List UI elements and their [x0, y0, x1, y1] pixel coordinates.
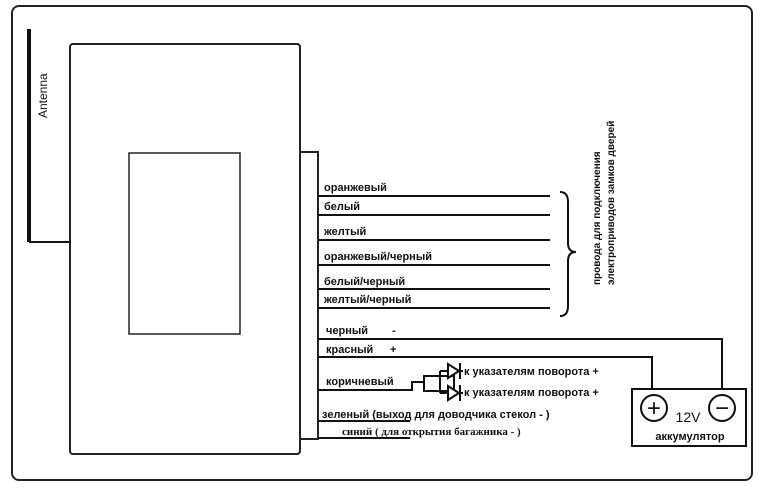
- label-wire-white-black: белый/черный: [324, 276, 406, 288]
- label-wire-green: зеленый (выход для доводчика стекол - ): [322, 409, 550, 421]
- label-wire-orange-black: оранжевый/черный: [324, 251, 432, 263]
- label-wire-orange: оранжевый: [324, 182, 387, 194]
- label-wire-yellow: желтый: [324, 226, 367, 238]
- label-red-sign: +: [390, 344, 397, 356]
- door-lock-note-line1: провода для подключения: [592, 151, 603, 285]
- label-wire-red: красный: [326, 344, 374, 356]
- connector: [300, 152, 318, 439]
- label-turn-signal-1: к указателям поворота +: [464, 366, 599, 378]
- battery-plus-symbol: +: [646, 395, 662, 422]
- label-turn-signal-2: к указателям поворота +: [464, 387, 599, 399]
- label-black-sign: -: [392, 325, 396, 337]
- door-lock-note-line2: электроприводов замков дверей: [606, 120, 617, 285]
- battery-voltage: 12V: [675, 409, 701, 425]
- control-unit-label-area: [129, 153, 240, 334]
- door-lock-brace: [560, 192, 576, 316]
- battery-label: аккумулятор: [655, 431, 725, 443]
- label-wire-white: белый: [324, 201, 361, 213]
- antenna-label: Antenna: [36, 73, 50, 118]
- label-wire-brown: коричневый: [326, 376, 394, 388]
- label-wire-yellow-black: желтый/черный: [324, 294, 412, 306]
- label-wire-blue: синий ( для открытия багажника - ): [342, 426, 521, 438]
- battery-minus-symbol: −: [714, 395, 730, 422]
- label-wire-black: черный: [326, 325, 369, 337]
